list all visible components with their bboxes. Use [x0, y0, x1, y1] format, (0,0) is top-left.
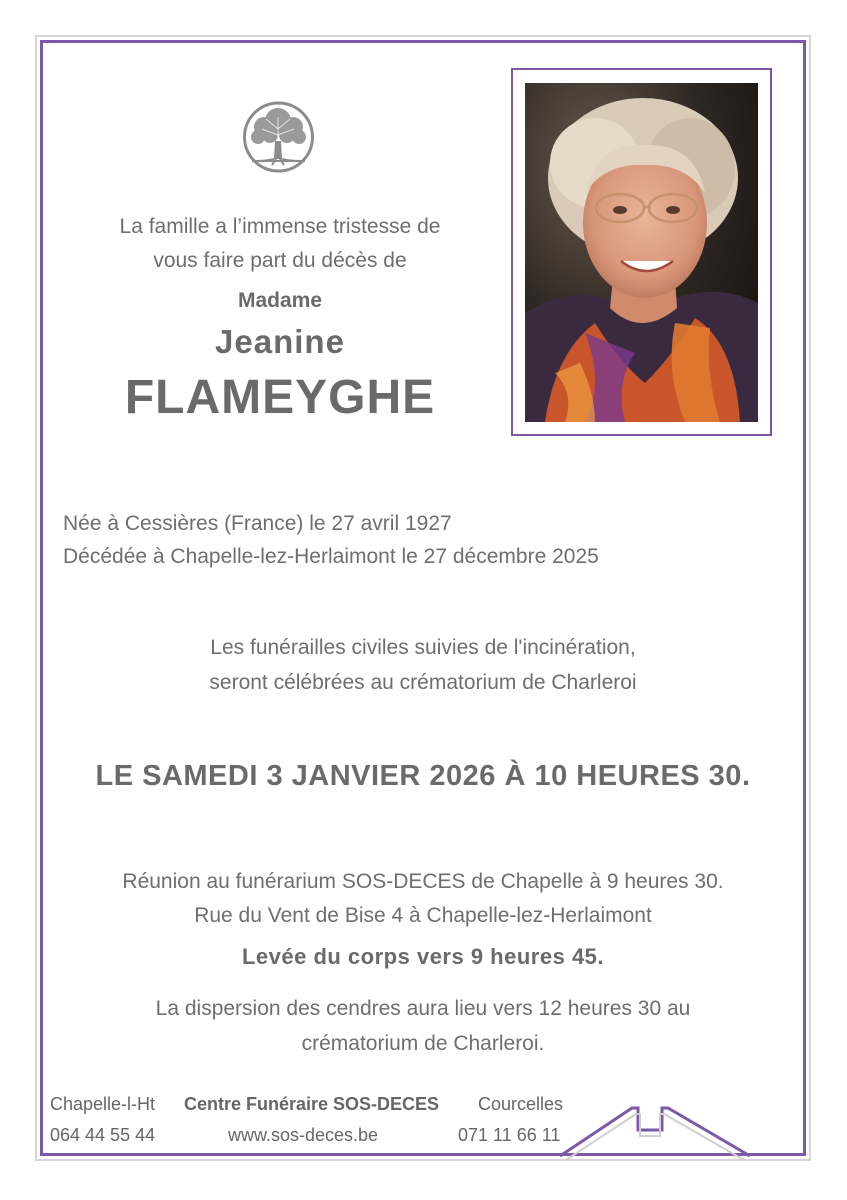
birth-death-info: [63, 507, 599, 573]
first-name: Jeanine: [215, 323, 345, 360]
footer-left-phone: 064 44 55 44: [50, 1125, 156, 1145]
footer-right-phone: 071 11 66 11: [458, 1125, 561, 1145]
last-name: FLAMEYGHE: [124, 371, 436, 424]
footer-website-link[interactable]: www.sos-deces.be: [228, 1125, 379, 1145]
levee-du-corps: Levée du corps vers 9 heures 45.: [241, 944, 605, 969]
funeral-line-2: seront célébrées au crématorium de Charleroi: [209, 671, 637, 694]
dispersion-info: [40, 991, 806, 1061]
tree-of-life-icon: [242, 99, 315, 175]
reunion-line-2: Rue du Vent de Bise 4 à Chapelle-lez-Herlaimont: [194, 904, 652, 927]
footer-company-name: Centre Funéraire SOS-DECES: [184, 1094, 440, 1114]
birth-line: Née à Cessières (France) le 27 avril 1927: [63, 512, 452, 535]
funeral-info: [40, 630, 806, 700]
portrait-photo: [525, 83, 758, 422]
intro-line-1: La famille a l’immense tristesse de: [119, 215, 441, 238]
death-line: Décédée à Chapelle-lez-Herlaimont le 27 décembre 2025: [63, 545, 599, 568]
intro-line-2: vous faire part du décès de: [153, 249, 407, 272]
ceremony-date: LE SAMEDI 3 JANVIER 2026 À 10 HEURES 30.: [95, 760, 751, 792]
dispersion-line-2: crématorium de Charleroi.: [301, 1032, 545, 1055]
funeral-line-1: Les funérailles civiles suivies de l'incinération,: [210, 636, 636, 659]
honorific: Madame: [237, 289, 323, 312]
roofline-decoration: [560, 1100, 810, 1160]
footer-left-city: Chapelle-l-Ht: [50, 1094, 156, 1114]
reunion-line-1: Réunion au funérarium SOS-DECES de Chapelle à 9 heures 30.: [122, 870, 724, 893]
reunion-info: [40, 865, 806, 933]
intro-text: [60, 210, 500, 278]
footer-right-city: Courcelles: [478, 1094, 564, 1114]
dispersion-line-1: La dispersion des cendres aura lieu vers 12 heures 30 au: [155, 997, 691, 1020]
